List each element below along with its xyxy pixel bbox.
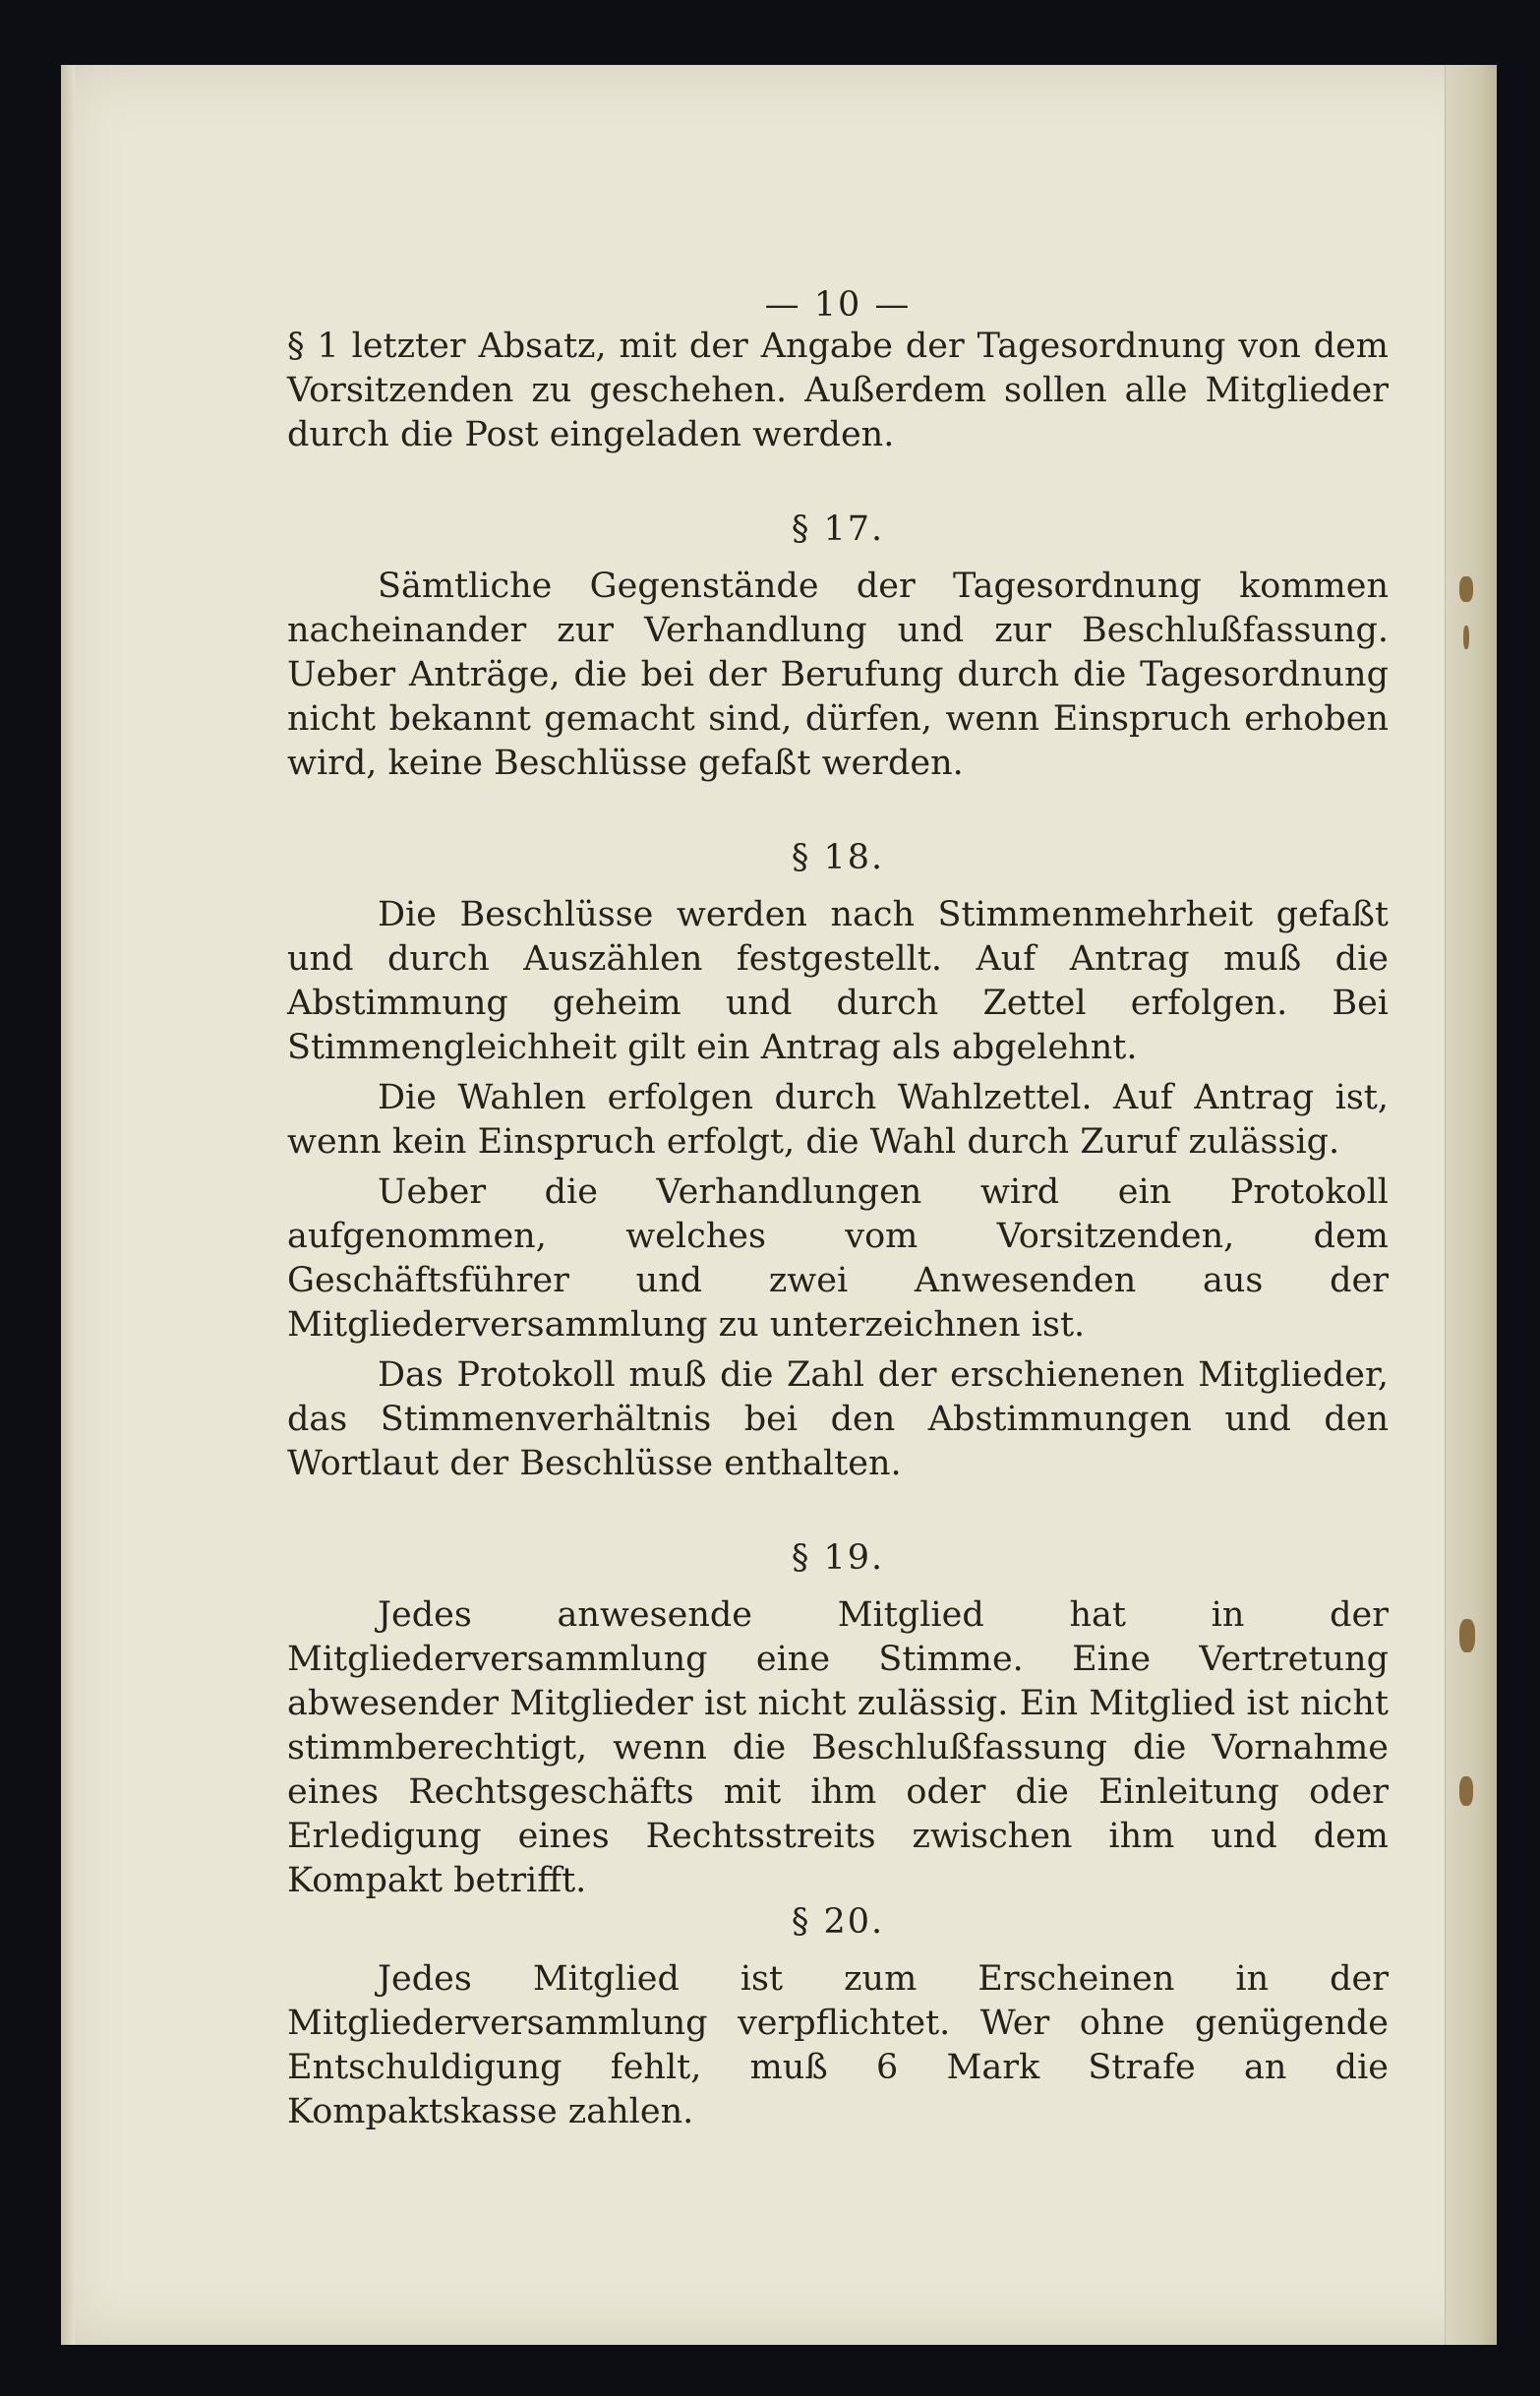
paragraph-continuation: § 1 letzter Absatz, mit der Angabe der Tagesordnung von dem Vorsitzenden zu geschehen. Außerdem sollen alle Mitglieder durch die Post eingeladen werden. <box>287 327 1389 454</box>
document-page <box>61 65 1497 2345</box>
section-heading-20: § 20. <box>791 1902 885 1942</box>
page-spine <box>61 65 75 2345</box>
section-19-text: Jedes anwesende Mitglied hat in der Mitgliederversammlung eine Stimme. Eine Vertretung abwesender Mitglieder ist nicht zulässig. Ein Mitglied ist nicht stimmberechtigt, wenn die Beschlußfassung die Vornahme eines Rechtsgeschäfts mit ihm oder die Einleitung oder Erledigung eines Rechtsstreits zwischen ihm und dem Kompakt betrifft. <box>287 1595 1389 1900</box>
ink-blemish <box>1463 626 1469 649</box>
page-right-edge <box>1445 65 1497 2345</box>
section-18-paragraph-1: Die Beschlüsse werden nach Stimmenmehrheit gefaßt und durch Auszählen festgestellt. Auf Antrag muß die Abstimmung geheim und durch Zettel erfolgen. Bei Stimmengleichheit gilt ein Antrag als abgelehnt. <box>287 895 1389 1067</box>
ink-blemish <box>1459 576 1473 602</box>
ink-blemish <box>1459 1619 1475 1652</box>
section-heading-19: § 19. <box>791 1538 885 1578</box>
section-20-text: Jedes Mitglied ist zum Erscheinen in der Mitgliederversammlung verpflichtet. Wer ohne genügende Entschuldigung fehlt, muß 6 Mark Strafe an die Kompaktskasse zahlen. <box>287 1959 1389 2131</box>
section-heading-17: § 17. <box>791 509 885 549</box>
ink-blemish <box>1459 1776 1473 1806</box>
section-heading-18: § 18. <box>791 838 885 877</box>
page-number: — 10 — <box>764 285 912 325</box>
section-18-paragraph-2: Die Wahlen erfolgen durch Wahlzettel. Auf Antrag ist, wenn kein Einspruch erfolgt, die Wahl durch Zuruf zulässig. <box>287 1078 1389 1162</box>
section-17-text: Sämtliche Gegenstände der Tagesordnung kommen nacheinander zur Verhandlung und zur Beschlußfassung. Ueber Anträge, die bei der Berufung durch die Tagesordnung nicht bekannt gemacht sind, dürfen, wenn Einspruch erhoben wird, keine Beschlüsse gefaßt werden. <box>287 567 1389 783</box>
section-18-paragraph-3: Ueber die Verhandlungen wird ein Protokoll aufgenommen, welches vom Vorsitzenden, dem Geschäftsführer und zwei Anwesenden aus der Mitgliederversammlung zu unterzeichnen ist. <box>287 1172 1389 1345</box>
section-18-paragraph-4: Das Protokoll muß die Zahl der erschienenen Mitglieder, das Stimmenverhältnis bei den Abstimmungen und den Wortlaut der Beschlüsse enthalten. <box>287 1355 1389 1483</box>
